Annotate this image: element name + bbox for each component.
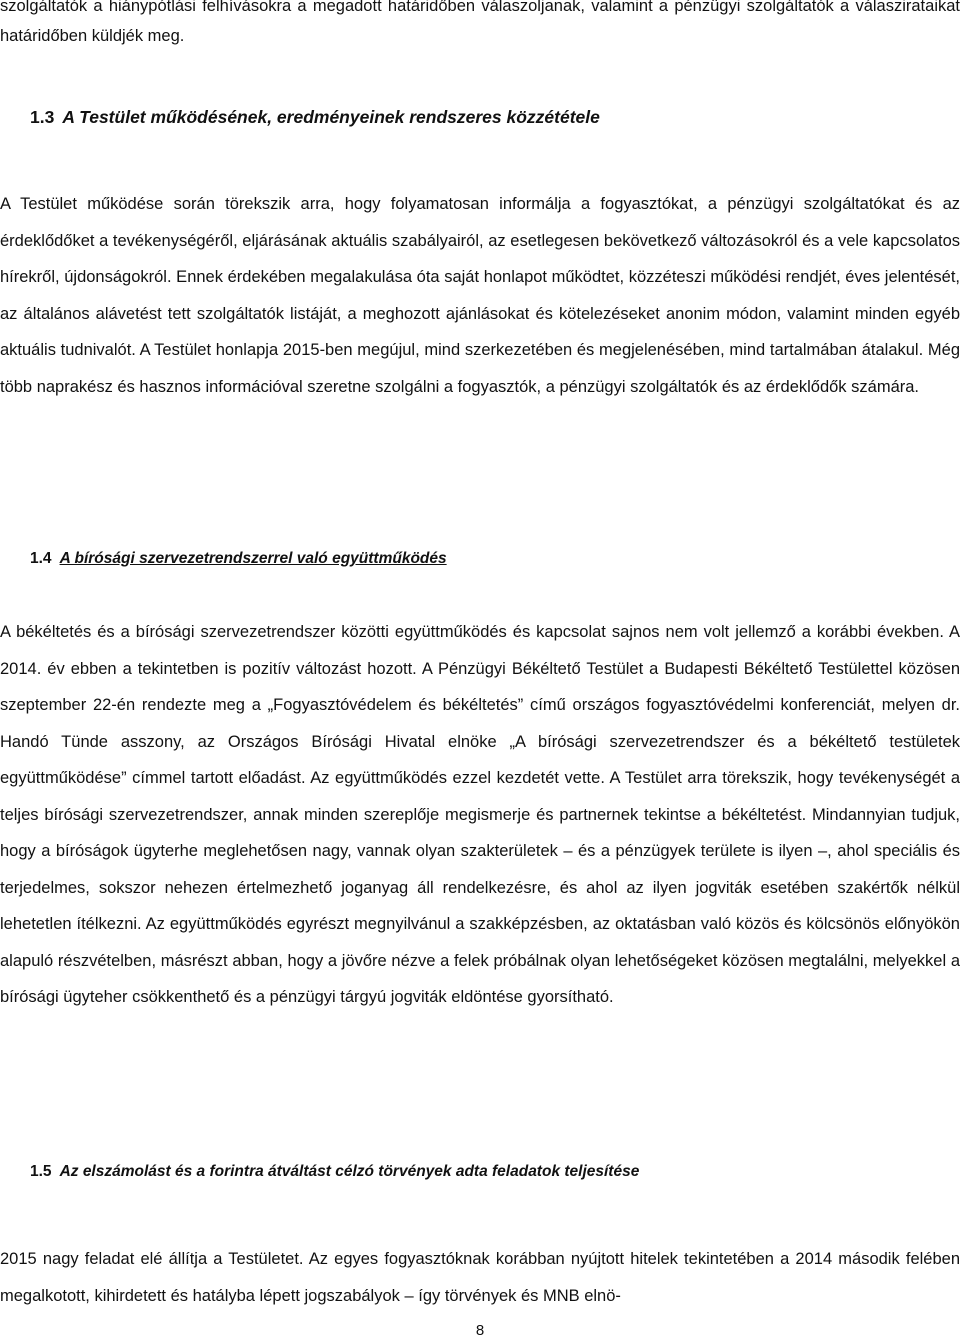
paragraph-section-1-3: A Testület működése során törekszik arra, hogy folyamatosan informálja a fogyasztókat, a pénzügyi szolgáltatókat és az érdeklődőket a tevékenységéről, eljárásának aktuális szabályairól, az esetlegesen bekövetkező változásokról és a vele kapcsolatos hírekről, újdonságokról. Ennek érdekében megalakulása óta saját honlapot működtet, közzéteszi működési rendjét, éves jelentését, az általános alávetést tett szolgáltatók listáját, a meghozott ajánlásokat és kötelezéseket anonim módon, valamint minden egyéb aktuális tudnivalót. A Testület honlapja 2015-ben megújul, mind szerkezetében és megjelenésében, mind tartalmában átalakul. Még több naprakész és hasznos információval szeretne szolgálni a fogyasztók, a pénzügyi szolgáltatók és az érdeklődők számára. xyxy=(0,195,960,396)
heading-number: 1.3 xyxy=(30,107,55,127)
heading-title: A bírósági szervezetrendszerrel való együttműködés xyxy=(59,550,447,567)
paragraph-section-1-4: A békéltetés és a bírósági szervezetrendszer közötti együttműködés és kapcsolat sajnos nem volt jellemző a korábbi években. A 2014. év ebben a tekintetben is pozitív változást hozott. A Pénzügyi Békéltető Testület a Budapesti Békéltető Testülettel közösen szeptember 22-én rendezte meg a „Fogyasztóvédelem és békéltetés” című országos fogyasztóvédelmi konferenciát, melyen dr. Handó Tünde asszony, az Országos Bírósági Hivatal elnöke „A bírósági szervezetrendszer és a békéltető testületek együttműködése” címmel tartott előadást. Az együttműködés ezzel kezdetét vette. A Testület arra törekszik, hogy tevékenységét a teljes bírósági szervezetrendszer, annak minden szereplője megismerje és partnernek tekintse a békéltetést. Mindannyian tudjuk, hogy a bíróságok ügyterhe meglehetősen nagy, vannak olyan szakterületek – és a pénzügyek területe is ilyen –, ahol speciális és terjedelmes, sokszor nehezen értelmezhető joganyag áll rendelkezésre, és ahol az ilyen jogviták esetében szakértők nélkül lehetetlen ítélkezni. Az együttműködés egyrészt megnyilvánul a szakképzésben, az oktatásban való közös és kölcsönös előnyökön alapuló részvételben, másrészt abban, hogy a jövőre nézve a felek próbálnak olyan lehetőségeket közösen megtalálni, melyekkel a bírósági ügyteher csökkenthető és a pénzügyi tárgyú jogviták eldöntése gyorsítható. xyxy=(0,623,960,1006)
heading-title: Az elszámolást és a forintra átváltást célzó törvények adta feladatok teljesítése xyxy=(59,1163,640,1180)
heading-number: 1.4 xyxy=(30,550,52,567)
heading-section-1-3 xyxy=(30,107,600,128)
heading-number: 1.5 xyxy=(30,1163,52,1180)
heading-section-1-5 xyxy=(30,1163,639,1181)
page-number: 8 xyxy=(475,1322,485,1339)
paragraph-section-1-5: 2015 nagy feladat elé állítja a Testületet. Az egyes fogyasztóknak korábban nyújtott hitelek tekintetében a 2014 második felében megalkotott, kihirdetett és hatályba lépett jogszabályok – így törvények és MNB elnö- xyxy=(0,1250,960,1305)
paragraph-intro: szolgáltatók a hiánypótlási felhívásokra a megadott határidőben válaszoljanak, valamint a pénzügyi szolgáltatók a válaszirataikat határidőben küldjék meg. xyxy=(0,0,960,45)
heading-section-1-4 xyxy=(30,550,447,568)
heading-title: A Testület működésének, eredményeinek rendszeres közzététele xyxy=(62,107,600,127)
